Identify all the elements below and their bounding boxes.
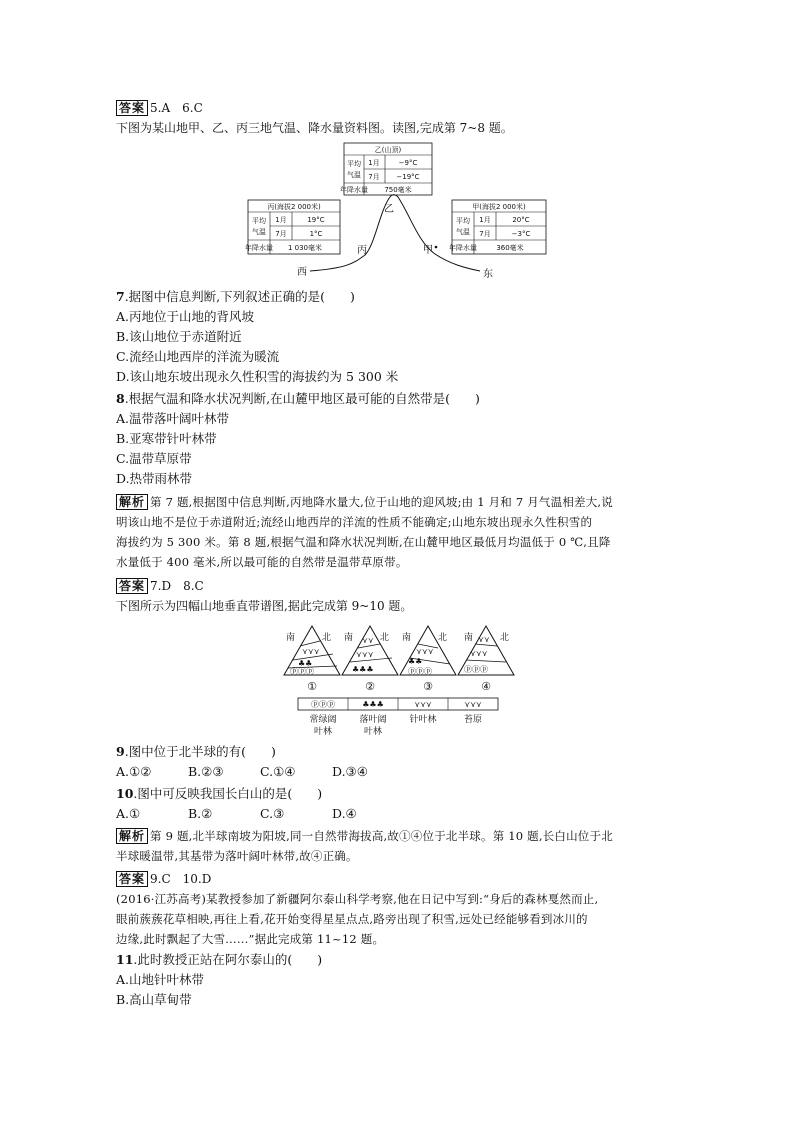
label-west: 西	[297, 267, 307, 278]
intro-9-10: 下图所示为四幅山地垂直带谱图,据此完成第 9~10 题。	[116, 599, 413, 613]
svg-text:北: 北	[438, 633, 448, 643]
svg-text:南: 南	[464, 633, 474, 643]
svg-text:1月: 1月	[275, 216, 287, 224]
bing-precip: 1 030毫米	[287, 244, 323, 252]
svg-text:南: 南	[286, 633, 296, 643]
answer-7-8: 答案 7.D 8.C	[116, 578, 204, 594]
jia-title: 甲(海拔2 000米)	[472, 203, 526, 211]
svg-text:气温: 气温	[456, 228, 470, 236]
svg-text:常绿阔: 常绿阔	[309, 715, 337, 725]
q7-option-d: D.该山地东坡出现永久性积雪的海拔约为 5 300 米	[116, 369, 399, 384]
analysis-9-10: 解析 第 9 题,北半球南坡为阳坡,同一自然带海拔高,故①④位于北半球。第 10 题,长白山位于北 半球暖温带,其基带为落叶阔叶林带,故④正确。	[116, 829, 613, 863]
svg-text:1月: 1月	[479, 216, 491, 224]
svg-text:ⓟⓟⓟ: ⓟⓟⓟ	[311, 700, 335, 709]
svg-text:落叶阔: 落叶阔	[359, 715, 387, 725]
jia-precip: 360毫米	[496, 244, 524, 252]
intro-11-12: (2016·江苏高考)某教授参加了新疆阿尔泰山科学考察,他在日记中写到:“身后的森林戛然而止, 眼前蔟蔟花草相映,再往上看,花开始变得星星点点,路旁出现了积雪,远处已经能够看到冰川的 边缘,此时飘起了大雪……”据此完成第 11~12 题。	[116, 892, 599, 946]
climate-diagram	[240, 140, 560, 282]
svg-text:针叶林: 针叶林	[409, 715, 437, 725]
analysis-tag: 解析	[116, 828, 148, 844]
svg-text:年降水量: 年降水量	[449, 244, 477, 252]
svg-text:⋎⋎⋎: ⋎⋎⋎	[414, 700, 432, 709]
svg-text:北: 北	[322, 633, 332, 643]
point-bing: 丙	[357, 245, 367, 256]
question-10: 10.图中可反映我国长白山的是( )	[116, 786, 323, 801]
q11-option-b: B.高山草甸带	[116, 992, 192, 1007]
q8-option-c: C.温带草原带	[116, 451, 192, 466]
analysis-tag: 解析	[116, 494, 148, 510]
q7-option-b: B.该山地位于赤道附近	[116, 329, 242, 344]
svg-text:1月: 1月	[368, 159, 380, 167]
svg-text:ⓟⓟⓟ: ⓟⓟⓟ	[464, 665, 488, 674]
svg-text:南: 南	[344, 633, 354, 643]
svg-text:北: 北	[380, 633, 390, 643]
answer-tag: 答案	[116, 578, 148, 594]
svg-text:叶林: 叶林	[363, 727, 383, 737]
svg-text:年降水量: 年降水量	[245, 244, 273, 252]
svg-text:⋎⋎: ⋎⋎	[478, 635, 490, 644]
bing-jul-temp: 1°C	[309, 230, 323, 238]
question-7: 7.据图中信息判断,下列叙述正确的是( )	[116, 289, 355, 304]
svg-text:气温: 气温	[347, 171, 361, 179]
intro-7-8: 下图为某山地甲、乙、丙三地气温、降水量资料图。读图,完成第 7~8 题。	[116, 121, 513, 135]
answer-tag: 答案	[116, 871, 148, 887]
svg-text:南: 南	[402, 633, 412, 643]
svg-text:⋎⋎: ⋎⋎	[362, 636, 374, 645]
yi-title: 乙(山顶)	[374, 146, 402, 154]
bing-jan-temp: 19°C	[307, 216, 325, 224]
svg-text:7月: 7月	[275, 230, 287, 238]
q8-option-b: B.亚寒带针叶林带	[116, 431, 217, 446]
svg-text:ⓟⓟⓟ: ⓟⓟⓟ	[408, 667, 432, 676]
analysis-7-8: 解析 第 7 题,根据图中信息判断,丙地降水量大,位于山地的迎风坡;由 1 月和 7 月气温相差大,说 明该山地不是位于赤道附近;流经山地西岸的洋流的性质不能确定;山地东坡出现永久性积雪的 海拔约为 5 300 米。第 8 题,根据气温和降水状况判断,在山麓甲地区最低月均温低于 0 ℃,且降 水量低于 400 毫米,所以最可能的自然带是温带草原带。	[116, 495, 613, 569]
question-9: 9.图中位于北半球的有( )	[116, 744, 276, 759]
svg-text:7月: 7月	[479, 230, 491, 238]
svg-text:♣♣: ♣♣	[408, 657, 423, 666]
svg-text:⋎⋎⋎: ⋎⋎⋎	[464, 700, 482, 709]
svg-text:7月: 7月	[368, 173, 380, 181]
svg-text:⋎⋎⋎: ⋎⋎⋎	[416, 647, 434, 656]
question-8: 8.根据气温和降水状况判断,在山麓甲地区最可能的自然带是( )	[116, 391, 480, 406]
svg-text:平均: 平均	[347, 160, 361, 168]
yi-jan-temp: −9°C	[398, 159, 418, 167]
legend	[298, 698, 498, 737]
answer-5-6: 答案 5.A 6.C	[116, 100, 203, 116]
svg-text:♣♣♣: ♣♣♣	[352, 665, 374, 674]
svg-text:④: ④	[481, 680, 491, 693]
svg-text:②: ②	[365, 680, 375, 693]
bing-title: 丙(海拔2 000米)	[267, 203, 321, 211]
svg-text:年降水量: 年降水量	[340, 186, 368, 194]
q7-option-a: A.丙地位于山地的背风坡	[116, 309, 255, 324]
svg-text:⋎⋎⋎: ⋎⋎⋎	[302, 647, 320, 656]
svg-text:♣♣♣: ♣♣♣	[362, 700, 384, 709]
svg-text:平均: 平均	[252, 217, 266, 225]
svg-text:气温: 气温	[252, 228, 266, 236]
q8-option-d: D.热带雨林带	[116, 471, 193, 486]
svg-text:ⓟⓟⓟ: ⓟⓟⓟ	[290, 667, 314, 676]
q11-option-a: A.山地针叶林带	[116, 972, 205, 987]
q10-options: A.① B.② C.③ D.④	[116, 806, 357, 821]
svg-text:①: ①	[307, 680, 317, 693]
svg-text:⋎⋎⋎: ⋎⋎⋎	[356, 650, 374, 659]
svg-text:♣♣: ♣♣	[298, 659, 313, 668]
point-jia: 甲	[423, 245, 433, 256]
svg-text:北: 北	[500, 633, 510, 643]
q8-option-a: A.温带落叶阔叶林带	[116, 411, 230, 426]
jia-jul-temp: −3°C	[511, 230, 531, 238]
yi-jul-temp: −19°C	[396, 173, 420, 181]
yi-precip: 750毫米	[384, 186, 412, 194]
jia-jan-temp: 20°C	[512, 216, 530, 224]
vertical-zonation-diagram	[278, 620, 518, 742]
svg-text:叶林: 叶林	[313, 727, 333, 737]
svg-text:平均: 平均	[456, 217, 470, 225]
q7-option-c: C.流经山地西岸的洋流为暖流	[116, 349, 280, 364]
point-yi: 乙	[384, 204, 394, 215]
answer-tag: 答案	[116, 100, 148, 116]
answer-9-10: 答案 9.C 10.D	[116, 871, 211, 887]
q9-options: A.①② B.②③ C.①④ D.③④	[116, 764, 368, 779]
label-east: 东	[483, 269, 493, 280]
question-11: 11.此时教授正站在阿尔泰山的( )	[116, 952, 323, 967]
svg-text:苔原: 苔原	[463, 715, 483, 725]
svg-text:③: ③	[423, 680, 433, 693]
svg-text:⋎⋎⋎: ⋎⋎⋎	[470, 649, 488, 658]
